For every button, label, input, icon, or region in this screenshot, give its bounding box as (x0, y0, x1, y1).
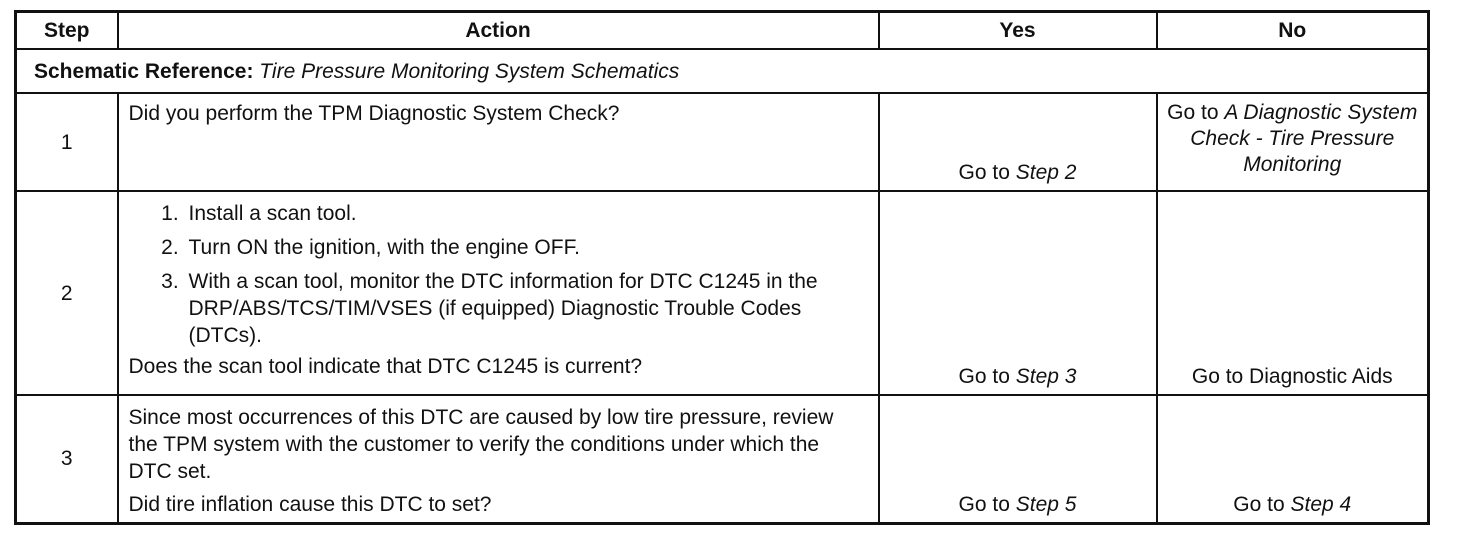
table-row-step-1 (16, 93, 1429, 191)
table-row-step-3 (16, 395, 1429, 523)
action-question: Does the scan tool indicate that DTC C1245 is current? (128, 355, 643, 378)
schematic-reference-label: Schematic Reference: (34, 59, 254, 83)
no-prefix: Go to (1167, 101, 1219, 124)
schematic-reference-cell (16, 49, 1429, 93)
step-number: 2 (16, 191, 118, 395)
action-question: Did tire inflation cause this DTC to set? (128, 493, 492, 516)
yes-prefix: Go to (958, 161, 1010, 184)
action-step-item: 1. Install a scan tool. (185, 200, 868, 227)
no-cell (1157, 191, 1429, 395)
no-cell (1157, 395, 1429, 523)
action-step-item: 3. With a scan tool, monitor the DTC information for DTC C1245 in the DRP/ABS/TCS/TIM/VSES (if equipped) Diagnostic Trouble Codes (DTCs). (185, 268, 868, 349)
action-description: Since most occurrences of this DTC are caused by low tire pressure, review the TPM system with the customer to verify the conditions under which the DTC set. (128, 406, 834, 483)
step-number: 3 (16, 395, 118, 523)
action-cell (118, 191, 879, 395)
header-row (16, 12, 1429, 50)
no-result[interactable] (1158, 94, 1428, 178)
yes-prefix: Go to (958, 365, 1010, 388)
yes-cell (879, 191, 1157, 395)
no-link[interactable]: A Diagnostic System Check - Tire Pressure Monitoring (1190, 101, 1418, 176)
action-question: Did you perform the TPM Diagnostic System Check? (128, 102, 620, 125)
yes-result[interactable] (880, 159, 1156, 186)
yes-prefix: Go to (958, 492, 1010, 516)
yes-result[interactable] (880, 491, 1156, 518)
yes-result[interactable] (880, 363, 1156, 390)
yes-link[interactable]: Step 2 (1015, 161, 1077, 184)
schematic-reference-link[interactable]: Tire Pressure Monitoring System Schematics (259, 59, 680, 83)
header-step: Step (16, 12, 118, 50)
header-yes: Yes (879, 12, 1157, 50)
yes-cell (879, 93, 1157, 191)
no-link[interactable]: Step 4 (1290, 492, 1352, 516)
action-cell (118, 93, 879, 191)
schematic-reference-row (16, 49, 1429, 93)
action-cell (118, 395, 879, 523)
no-result[interactable]: Go to Diagnostic Aids (1191, 365, 1393, 388)
diagnostic-table-page (14, 10, 1427, 525)
yes-link[interactable]: Step 5 (1015, 492, 1077, 516)
no-result[interactable] (1158, 491, 1428, 518)
yes-link[interactable]: Step 3 (1015, 365, 1077, 388)
header-no: No (1157, 12, 1429, 50)
yes-cell (879, 395, 1157, 523)
no-cell (1157, 93, 1429, 191)
header-action: Action (118, 12, 879, 50)
table-row-step-2 (16, 191, 1429, 395)
action-step-item: 2. Turn ON the ignition, with the engine OFF. (185, 234, 868, 261)
diagnostic-table (14, 10, 1430, 525)
step-number: 1 (16, 93, 118, 191)
action-steps-list (129, 200, 868, 349)
no-prefix: Go to (1233, 492, 1285, 516)
